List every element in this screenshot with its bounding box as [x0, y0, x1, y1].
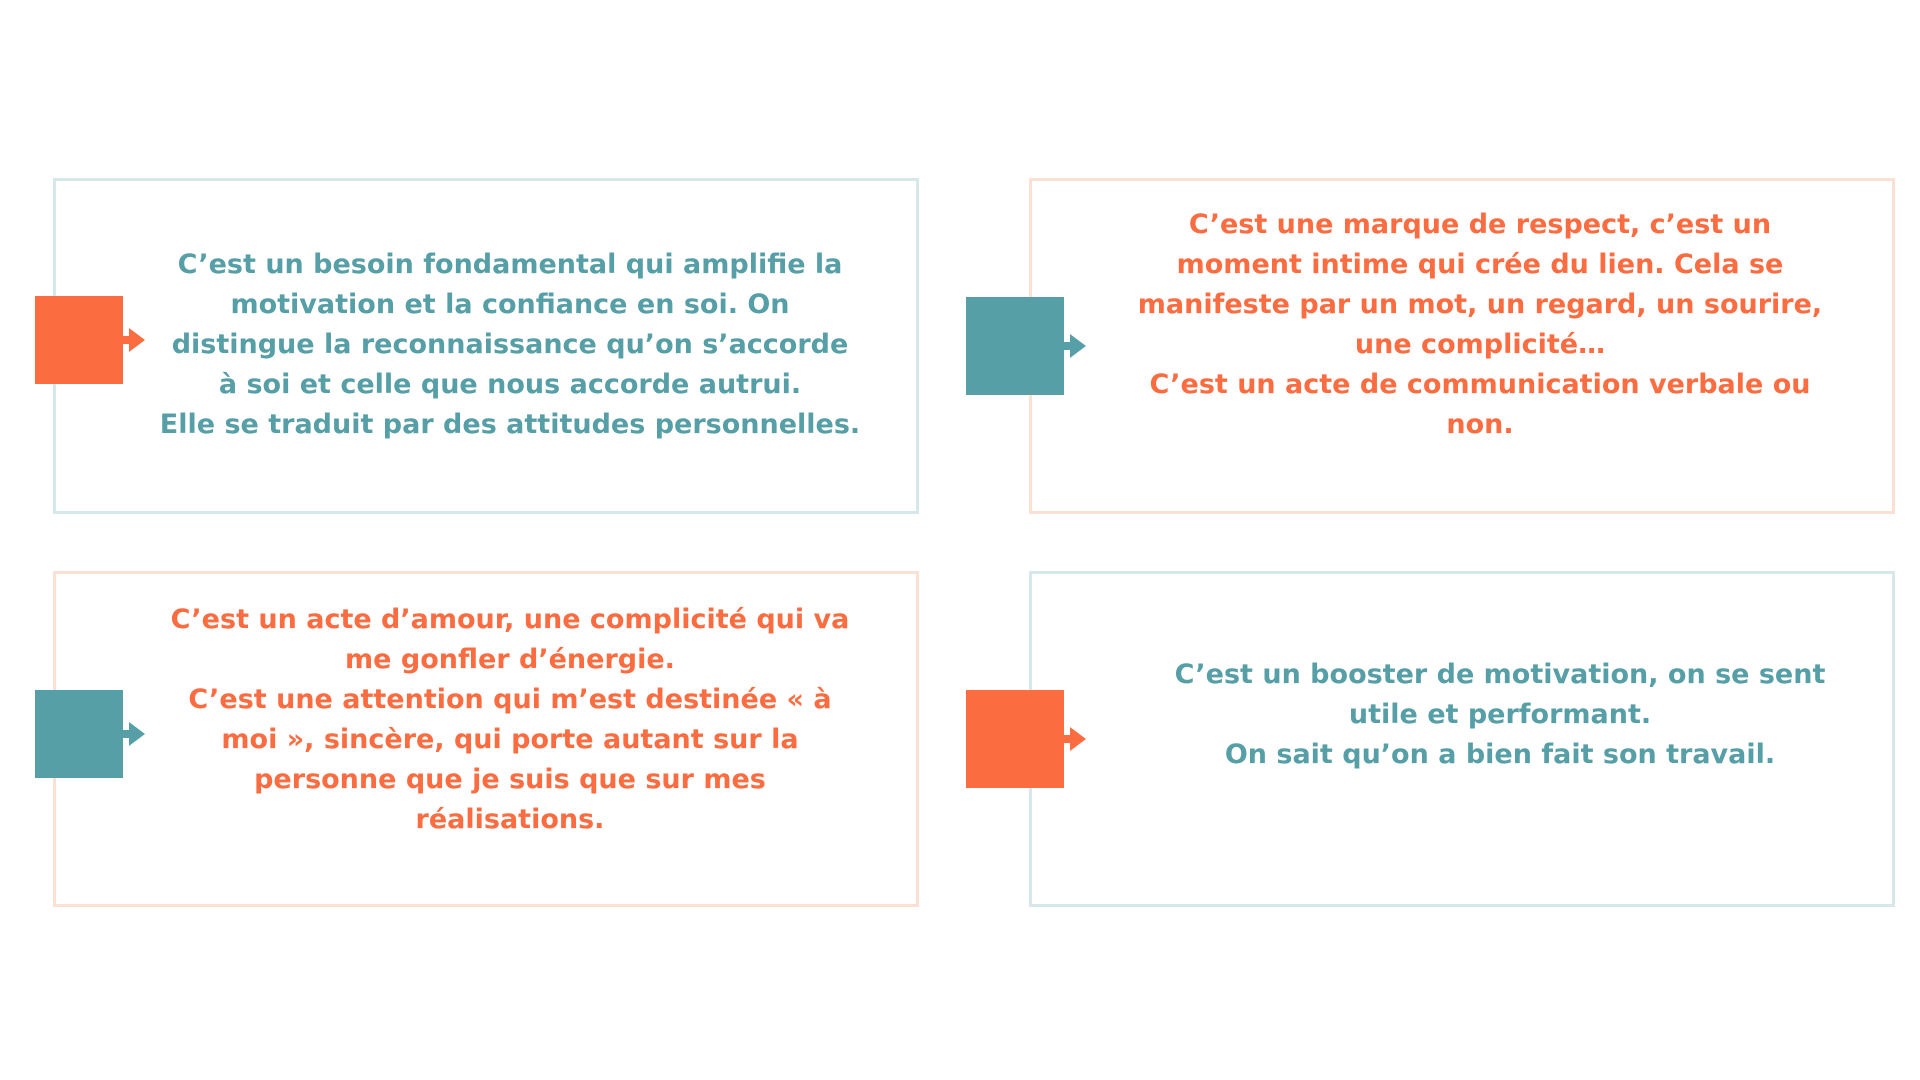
marker-bottom-left — [35, 690, 145, 778]
marker-top-left — [35, 296, 145, 384]
arrow-marker-icon — [35, 296, 145, 384]
card-top-right-text-box — [1110, 200, 1850, 450]
card-bottom-right-text: C’est un booster de motivation, on se sent utile et performant. On sait qu’on a bien fait son travail. — [1174, 659, 1826, 770]
card-top-right-text: C’est une marque de respect, c’est un moment intime qui crée du lien. Cela se manifeste par un mot, un regard, un sourire, une complicité… C’est un acte de communication verbale ou non. — [1137, 209, 1823, 440]
card-bottom-left-text: C’est un acte d’amour, une complicité qui va me gonfler d’énergie. C’est une attention qui m’est destinée « à moi », sincère, qui porte autant sur la personne que je suis que sur mes réalisations. — [170, 604, 850, 835]
card-top-left-text: C’est un besoin fondamental qui amplifie la motivation et la confiance en soi. On distingue la reconnaissance qu’on s’accorde à soi et celle que nous accorde autrui. Elle se traduit par des attitudes personnelles. — [159, 249, 861, 440]
marker-bottom-right — [966, 690, 1086, 788]
card-bottom-left-text-box — [130, 595, 890, 845]
card-top-left-text-box — [130, 200, 890, 490]
arrow-marker-icon — [35, 690, 145, 778]
arrow-marker-icon — [966, 690, 1086, 788]
arrow-marker-icon — [966, 297, 1086, 395]
marker-top-right — [966, 297, 1086, 395]
card-bottom-right-text-box — [1110, 640, 1890, 790]
